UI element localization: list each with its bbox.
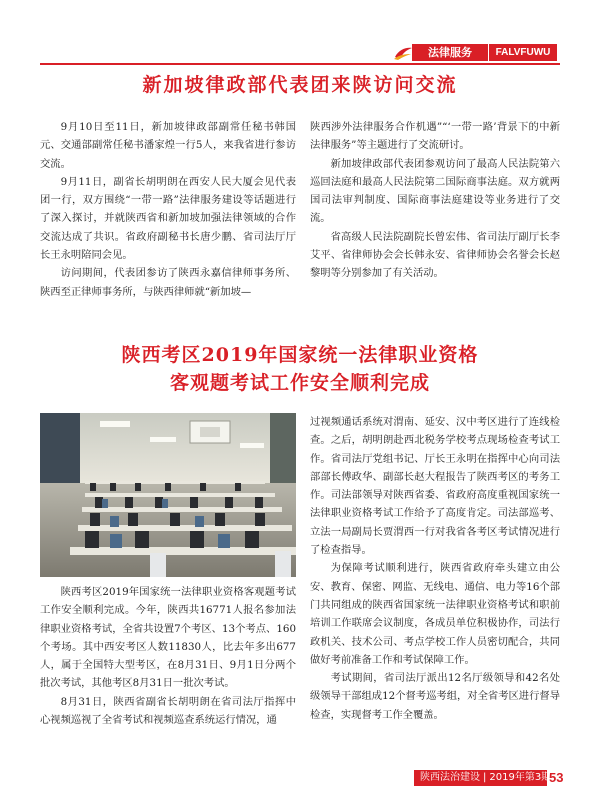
footer-separator: | [483, 772, 487, 783]
section-pinyin: FALVFUWU [489, 44, 557, 61]
paragraph: 访问期间，代表团参访了陕西永嘉信律师事务所、陕西至正律师事务所，与陕西律师就“新加坡— [40, 267, 296, 298]
footer-bar [414, 770, 552, 786]
paragraph: 9月11日，副省长胡明朗在西安人民大厦会见代表团一行，双方围绕“一带一路”法律服务建设等话题进行了深入探讨，并就陕西省和新加坡加强法律领域的合作交流达成了共识。省政府副秘书长唐少鹏、省司法厅厅长王永明陪同会见。 [40, 175, 296, 262]
paragraph-continued: 陕西涉外法律服务合作机遇”“‘一带一路’背景下的中新法律服务”等主题进行了交流研讨。 [310, 121, 560, 152]
header-divider [40, 63, 560, 65]
article2-title [40, 341, 560, 397]
article1-column-right [310, 118, 560, 283]
exam-hall-photo [40, 413, 296, 577]
page-number: 53 [549, 770, 564, 785]
paragraph: 9月10日至11日，新加坡律政部副常任秘书韩国元、交通部副常任秘书潘家煌一行5人，来我省进行参访交流。 [40, 121, 296, 170]
paragraph: 陕西考区2019年国家统一法律职业资格客观题考试工作安全顺利完成。今年，陕西共16771人报名参加法律职业资格考试，全省共设置7个考区、13个考点、160个考场。其中西安考区人数11830人，比去年多出677人，属于全国特大型考区，在8月31日、9月1日分两个批次考试，其他考区8月31日一批次考试。 [40, 586, 296, 690]
article1-column-left [40, 118, 296, 301]
article2-title-line2: 客观题考试工作安全顺利完成 [169, 372, 430, 394]
paragraph: 为保障考试顺利进行，陕西省政府牵头建立由公安、教育、保密、网监、无线电、通信、电力等16个部门共同组成的陕西省国家统一法律职业资格考试和职前培训工作联席会议制度，各成员单位积极协作，司法行政机关、技术公司、考点学校工作人员密切配合，共同做好考前准备工作和考试保障工作。 [310, 562, 560, 666]
article2-title-line1: 陕西考区2019年国家统一法律职业资格 [121, 344, 479, 366]
paragraph: 考试期间，省司法厅派出12名厅级领导和42名处级领导干部组成12个督考巡考组，对全省考区进行督导检查，实现督考工作全覆盖。 [310, 672, 560, 721]
article2-column-left [40, 583, 296, 729]
article1-title: 新加坡律政部代表团来陕访问交流 [142, 74, 458, 96]
article2-column-right [310, 413, 560, 724]
section-label: 法律服务 [412, 44, 488, 61]
paragraph: 省高级人民法院副院长曾宏伟、省司法厅副厅长李艾平、省律师协会会长韩永安、省律师协会名誉会长赵黎明等分别参加了有关活动。 [310, 230, 560, 280]
journal-name: 陕西法治建设 [420, 772, 480, 783]
issue-label: 2019年第3期 [489, 772, 552, 783]
paragraph-continued: 过视频通话系统对渭南、延安、汉中考区进行了连线检查。之后，胡明朗赴西北税务学校考点现场检查考试工作。省司法厅党组书记、厅长王永明在指挥中心向司法部部长傅政华、副部长赵大程报告了陕西考区的考务工作。司法部领导对陕西省委、省政府高度重视国家统一法律职业资格考试工作给予了高度肯定。司法部巡考、立法一局副局长贾渭西一行对我省各考区考试情况进行了检查指导。 [310, 416, 560, 557]
paragraph: 新加坡律政部代表团参观访问了最高人民法院第六巡回法庭和最高人民法院第二国际商事法庭。双方就两国司法审判制度、国际商事法庭建设等业务进行了交流。 [310, 157, 560, 225]
paragraph: 8月31日，陕西省副省长胡明朗在省司法厅指挥中心视频巡视了全省考试和视频巡查系统运行情况，通 [40, 695, 296, 727]
header-logo-icon [393, 45, 413, 61]
